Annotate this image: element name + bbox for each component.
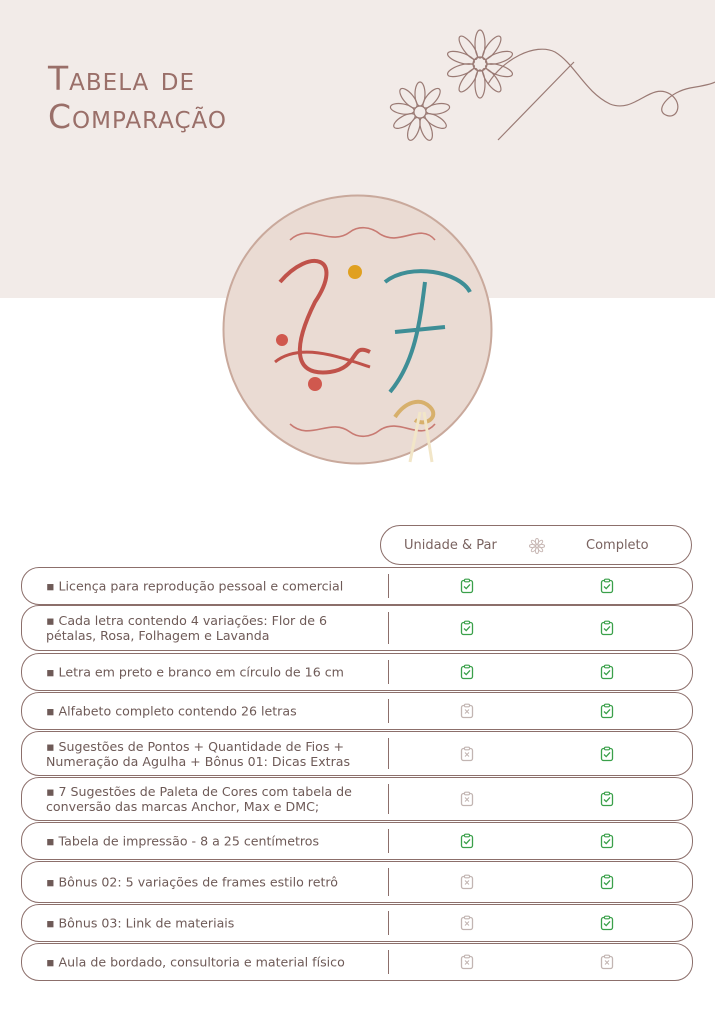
title-line-2: Comparação (48, 97, 227, 136)
comparison-row (21, 904, 693, 942)
clipboard-cross-icon (459, 874, 475, 890)
clipboard-check-icon (599, 664, 615, 680)
embroidery-hoop-image (220, 192, 495, 467)
flower-separator-icon (529, 538, 545, 554)
clipboard-cross-icon (459, 791, 475, 807)
comparison-row (21, 653, 693, 691)
comparison-row (21, 692, 693, 730)
row-divider (388, 574, 389, 598)
feature-label: ▪ 7 Sugestões de Paleta de Cores com tabela de conversão das marcas Anchor, Max e DMC; (46, 784, 352, 814)
column-header-completo: Completo (586, 538, 649, 553)
row-divider (388, 660, 389, 684)
clipboard-check-icon (599, 833, 615, 849)
clipboard-check-icon (599, 791, 615, 807)
feature-label: ▪ Bônus 03: Link de materiais (46, 915, 235, 931)
row-divider (388, 738, 389, 769)
clipboard-cross-icon (459, 915, 475, 931)
row-divider (388, 829, 389, 853)
clipboard-cross-icon (459, 703, 475, 719)
comparison-row (21, 567, 693, 605)
row-divider (388, 784, 389, 814)
clipboard-check-icon (599, 620, 615, 636)
clipboard-check-icon (459, 833, 475, 849)
comparison-row (21, 731, 693, 776)
comparison-row (21, 822, 693, 860)
clipboard-check-icon (599, 578, 615, 594)
clipboard-cross-icon (459, 746, 475, 762)
row-divider (388, 699, 389, 723)
row-divider (388, 868, 389, 896)
column-header-unidade-par: Unidade & Par (404, 538, 497, 553)
clipboard-cross-icon (599, 954, 615, 970)
feature-label: ▪ Tabela de impressão - 8 a 25 centímetros (46, 833, 320, 849)
clipboard-check-icon (459, 620, 475, 636)
table-header (380, 525, 692, 565)
clipboard-check-icon (599, 874, 615, 890)
comparison-row (21, 943, 693, 981)
clipboard-check-icon (599, 915, 615, 931)
row-divider (388, 612, 389, 644)
flowers-needle-illustration (380, 22, 715, 162)
row-divider (388, 911, 389, 935)
clipboard-check-icon (459, 664, 475, 680)
clipboard-check-icon (599, 703, 615, 719)
row-divider (388, 950, 389, 974)
page-title (48, 60, 227, 136)
clipboard-check-icon (459, 578, 475, 594)
feature-label: ▪ Alfabeto completo contendo 26 letras (46, 703, 297, 719)
feature-label: ▪ Bônus 02: 5 variações de frames estilo retrô (46, 874, 339, 890)
clipboard-cross-icon (459, 954, 475, 970)
feature-label: ▪ Cada letra contendo 4 variações: Flor de 6 pétalas, Rosa, Folhagem e Lavanda (46, 613, 327, 643)
title-line-1: Tabela de (48, 59, 196, 98)
feature-label: ▪ Licença para reprodução pessoal e comercial (46, 578, 344, 594)
feature-label: ▪ Sugestões de Pontos + Quantidade de Fios + Numeração da Agulha + Bônus 01: Dicas Extras (46, 738, 351, 769)
feature-label: ▪ Aula de bordado, consultoria e material físico (46, 954, 345, 970)
comparison-row (21, 605, 693, 651)
feature-label: ▪ Letra em preto e branco em círculo de 16 cm (46, 664, 344, 680)
comparison-row (21, 861, 693, 903)
clipboard-check-icon (599, 746, 615, 762)
comparison-row (21, 777, 693, 821)
